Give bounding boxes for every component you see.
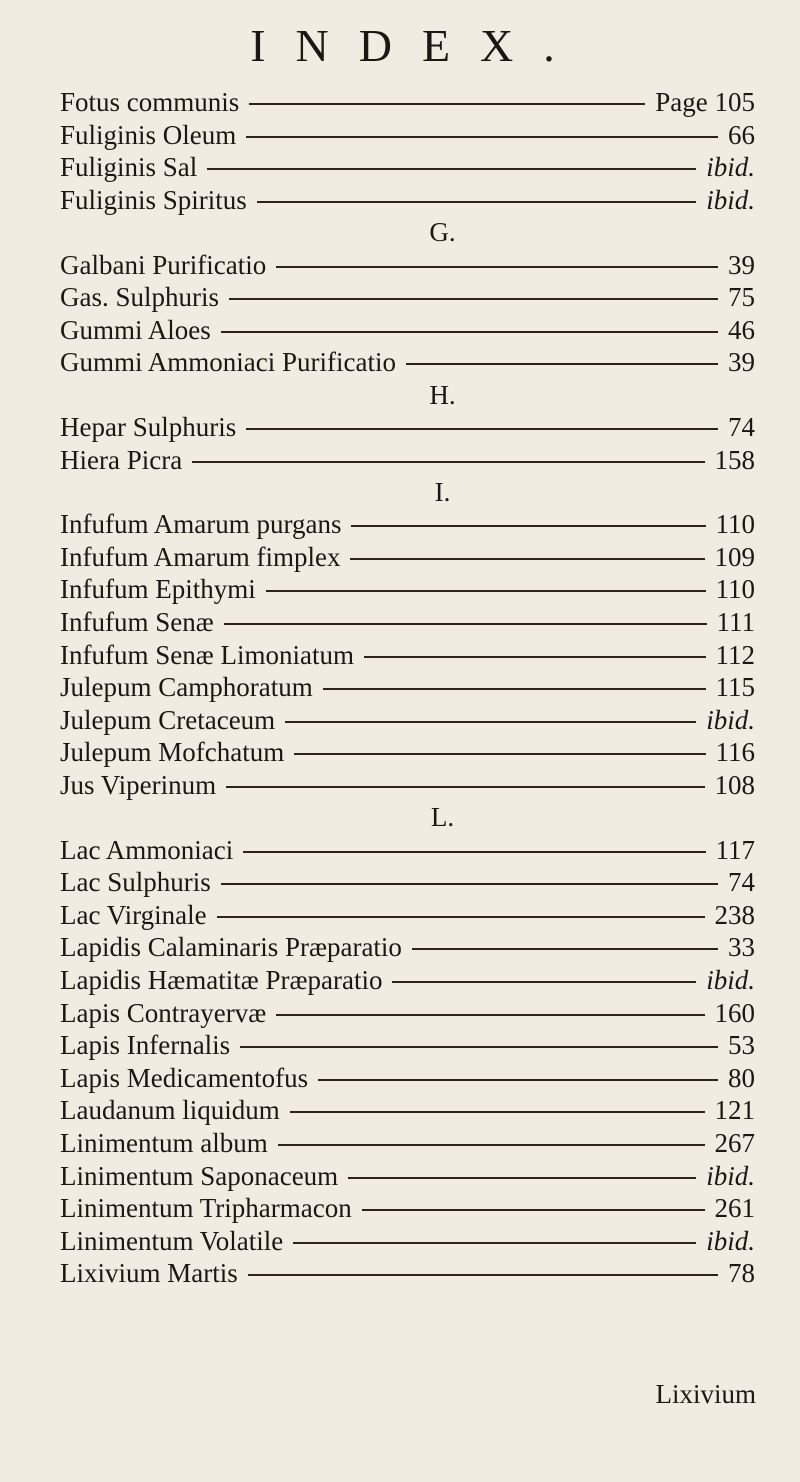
index-entry [60, 314, 755, 347]
leader-rule [348, 1177, 696, 1179]
leader-rule [294, 753, 705, 755]
entry-name: Lixivium Martis [60, 1258, 238, 1289]
entry-page: 74 [728, 867, 755, 898]
entry-page: 158 [714, 444, 755, 475]
entry-page: 53 [728, 1030, 755, 1061]
entry-page: 261 [714, 1193, 755, 1224]
entry-name: Infufum Amarum purgans [60, 509, 342, 540]
leader-rule [266, 590, 706, 592]
leader-rule [229, 298, 718, 300]
index-entry [60, 1061, 755, 1094]
page-title: INDEX. [250, 20, 585, 71]
leader-rule [285, 721, 696, 723]
section-letter: G. [429, 217, 456, 248]
index-entry [60, 769, 755, 802]
entry-name: Infufum Senæ [60, 607, 214, 638]
index-entry [60, 1224, 755, 1257]
entry-page: 39 [728, 249, 755, 280]
leader-rule [192, 461, 704, 463]
leader-rule [323, 688, 706, 690]
entry-name: Fuliginis Sal [60, 152, 198, 183]
index-entry [60, 1094, 755, 1127]
leader-rule [293, 1242, 696, 1244]
entry-name: Julepum Cretaceum [60, 704, 276, 735]
leader-rule [290, 1111, 705, 1113]
entry-name: Linimentum Tripharmacon [60, 1193, 352, 1224]
entry-name: Lapis Contrayervæ [60, 997, 267, 1028]
entry-name: Hiera Picra [60, 444, 183, 475]
entry-name: Fuliginis Spiritus [60, 185, 247, 216]
entry-page: 110 [715, 574, 755, 605]
entry-name: Galbani Purificatio [60, 249, 267, 280]
leader-rule [246, 428, 718, 430]
entry-name: Lapis Medicamentofus [60, 1062, 309, 1093]
leader-rule [276, 266, 718, 268]
entry-name: Fuliginis Oleum [60, 119, 237, 150]
entry-name: Linimentum Volatile [60, 1225, 284, 1256]
leader-rule [207, 168, 696, 170]
index-entry [60, 1257, 755, 1290]
section-letter: H. [429, 379, 456, 410]
entry-page: 78 [728, 1258, 755, 1289]
entry-name: Hepar Sulphuris [60, 412, 237, 443]
leader-rule [351, 525, 705, 527]
leader-rule [249, 103, 645, 105]
leader-rule [226, 786, 704, 788]
entry-page: ibid. [706, 1160, 755, 1191]
index-entry [60, 541, 755, 574]
entry-name: Gummi Aloes [60, 314, 211, 345]
leader-rule [318, 1079, 718, 1081]
index-entry [60, 964, 755, 997]
entry-page: 112 [715, 639, 755, 670]
entry-page: 117 [715, 834, 755, 865]
leader-rule [221, 331, 718, 333]
index-entry [60, 119, 755, 152]
index-entry [60, 638, 755, 671]
index-entry [60, 898, 755, 931]
entry-name: Fotus communis [60, 87, 240, 118]
entry-page: 46 [728, 314, 755, 345]
leader-rule [257, 201, 696, 203]
index-entry [60, 86, 755, 119]
index-entry [60, 1159, 755, 1192]
index-entry [60, 508, 755, 541]
entry-page: 121 [714, 1095, 755, 1126]
leader-rule [224, 623, 707, 625]
entry-page: 111 [716, 607, 755, 638]
leader-rule [364, 656, 706, 658]
entry-name: Lapidis Calaminaris Præparatio [60, 932, 402, 963]
entry-page: 75 [728, 282, 755, 313]
index-entry [60, 248, 755, 281]
entry-page: ibid. [706, 152, 755, 183]
entry-page: 238 [714, 899, 755, 930]
index-entry [60, 411, 755, 444]
entry-page: Page 105 [655, 87, 755, 118]
index-entry [60, 573, 755, 606]
leader-rule [276, 1014, 704, 1016]
leader-rule [221, 883, 718, 885]
entry-page: 109 [714, 541, 755, 572]
index-entry [60, 443, 755, 476]
catchword: Lixivium [655, 1379, 756, 1409]
entry-name: Lac Sulphuris [60, 867, 211, 898]
leader-rule [392, 981, 696, 983]
entry-name: Gas. Sulphuris [60, 282, 220, 313]
entry-page: ibid. [706, 1225, 755, 1256]
leader-rule [240, 1046, 718, 1048]
leader-rule [350, 558, 704, 560]
leader-rule [248, 1274, 718, 1276]
index-entry [60, 1029, 755, 1062]
entry-page: ibid. [706, 704, 755, 735]
index-entry [60, 833, 755, 866]
section-letter: I. [434, 476, 451, 507]
entry-name: Infufum Epithymi [60, 574, 256, 605]
index-entry [60, 1192, 755, 1225]
entry-name: Julepum Mofchatum [60, 737, 285, 768]
entry-page: 160 [714, 997, 755, 1028]
index-entry [60, 184, 755, 217]
entry-page: ibid. [706, 185, 755, 216]
index-entry [60, 1127, 755, 1160]
entry-name: Lapis Infernalis [60, 1030, 231, 1061]
entry-page: ibid. [706, 964, 755, 995]
index-entry [60, 931, 755, 964]
leader-rule [406, 363, 718, 365]
index-entry [60, 606, 755, 639]
leader-rule [412, 948, 718, 950]
leader-rule [278, 1144, 705, 1146]
entry-page: 108 [714, 769, 755, 800]
index-entry [60, 736, 755, 769]
entry-name: Julepum Camphoratum [60, 672, 313, 703]
entry-page: 267 [714, 1127, 755, 1158]
entry-page: 66 [728, 119, 755, 150]
entry-name: Gummi Ammoniaci Purificatio [60, 347, 396, 378]
index-entry [60, 281, 755, 314]
entry-page: 80 [728, 1062, 755, 1093]
entry-name: Laudanum liquidum [60, 1095, 280, 1126]
entry-name: Infufum Senæ Limoniatum [60, 639, 354, 670]
index-entry [60, 996, 755, 1029]
leader-rule [246, 136, 718, 138]
leader-rule [362, 1209, 705, 1211]
entry-name: Linimentum album [60, 1127, 268, 1158]
entry-page: 39 [728, 347, 755, 378]
entry-name: Jus Viperinum [60, 769, 217, 800]
index-entry [60, 866, 755, 899]
section-letter: L. [430, 802, 455, 833]
entry-name: Linimentum Saponaceum [60, 1160, 339, 1191]
entry-name: Lac Ammoniaci [60, 834, 234, 865]
entry-name: Infufum Amarum fimplex [60, 541, 341, 572]
leader-rule [217, 916, 705, 918]
leader-rule [243, 851, 705, 853]
entry-name: Lac Virginale [60, 899, 207, 930]
entry-page: 110 [715, 509, 755, 540]
index-entry [60, 671, 755, 704]
entry-page: 115 [715, 672, 755, 703]
index-entry [60, 151, 755, 184]
entry-page: 116 [715, 737, 755, 768]
entry-page: 74 [728, 412, 755, 443]
entry-name: Lapidis Hæmatitæ Præparatio [60, 964, 383, 995]
entry-page: 33 [728, 932, 755, 963]
index-entry [60, 346, 755, 379]
index-entries [60, 86, 755, 1290]
index-entry [60, 704, 755, 737]
